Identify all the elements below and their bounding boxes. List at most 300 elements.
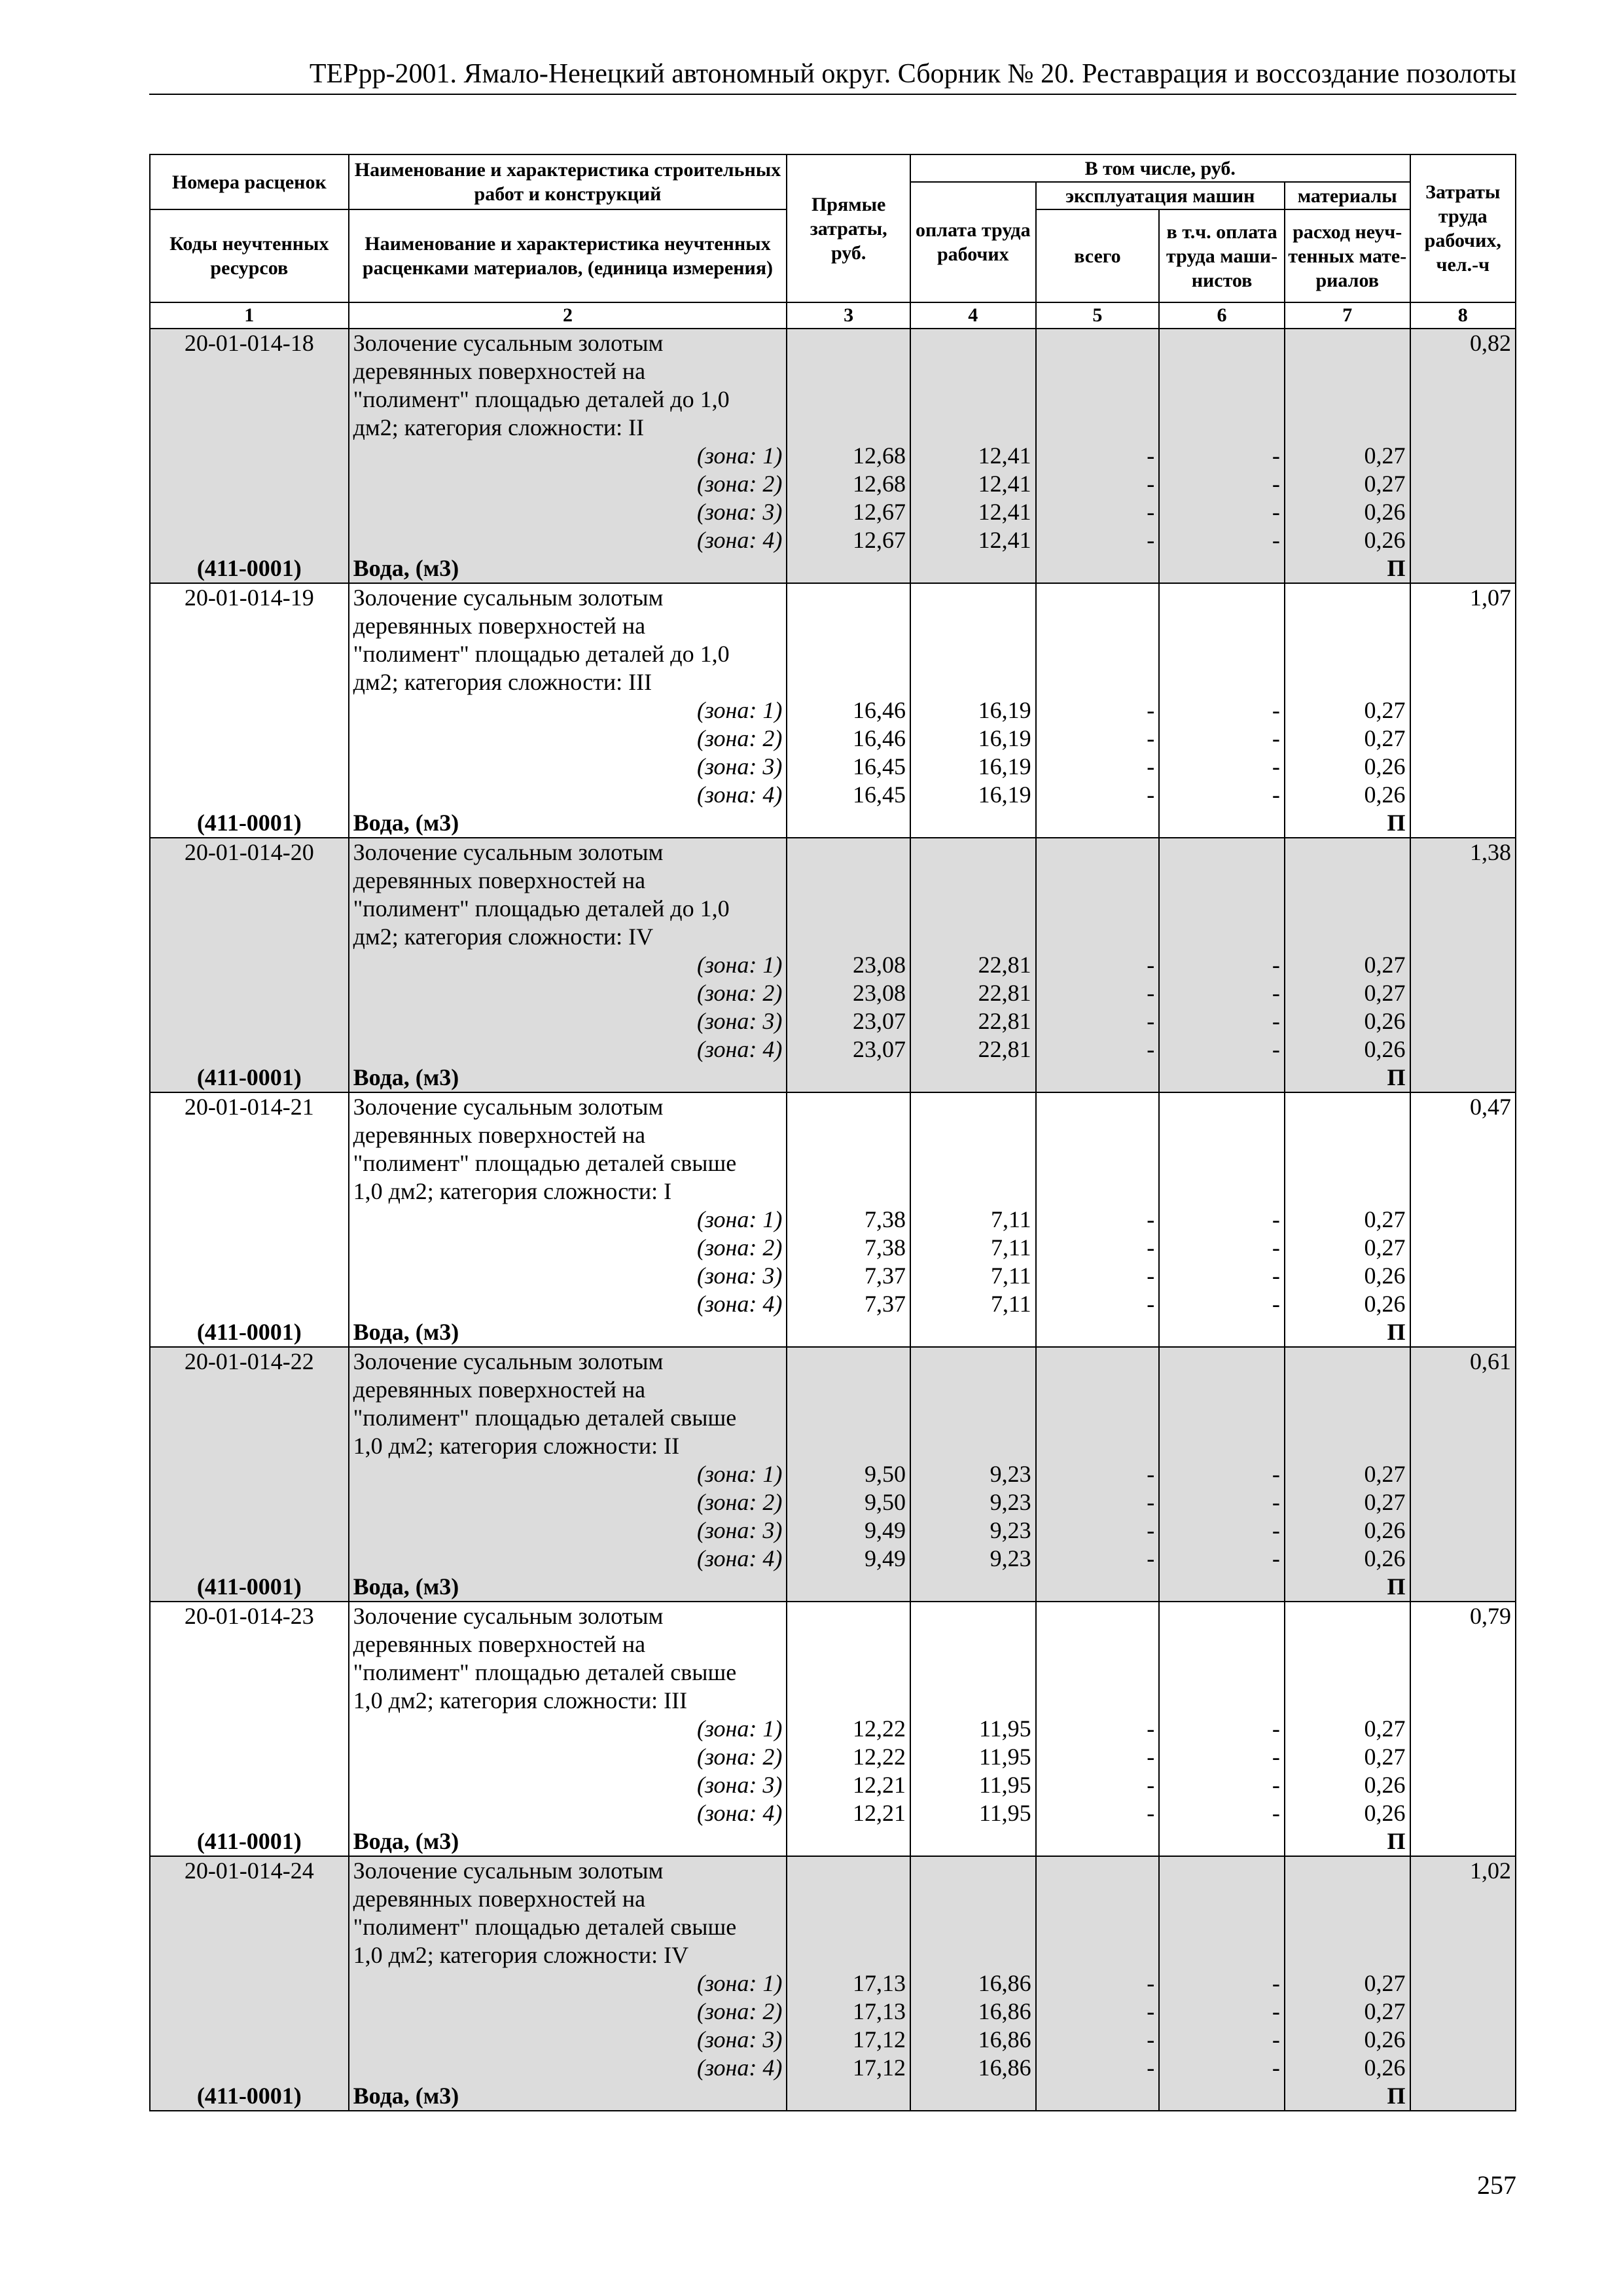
empty-cell [787,640,910,668]
table-row [150,895,1516,923]
empty-cell [1410,809,1516,838]
empty-cell [1159,1177,1285,1206]
empty-cell [1036,668,1160,696]
machinist-wages: - [1159,1488,1285,1516]
empty-cell [787,612,910,640]
direct-cost: 17,13 [787,1969,910,1998]
empty-cell [787,1404,910,1432]
empty-cell [1036,1630,1160,1659]
empty-cell [150,668,349,696]
table-row [150,1432,1516,1460]
empty-cell [1410,1177,1516,1206]
materials-cost: 0,27 [1285,696,1410,725]
empty-cell [1410,1969,1516,1998]
labor-cost: 1,02 [1410,1856,1516,1885]
empty-cell [1036,1318,1160,1347]
empty-cell [910,1092,1036,1121]
empty-cell [1285,1347,1410,1376]
zone-label: (зона: 3) [349,2026,787,2054]
empty-cell [910,838,1036,867]
empty-cell [1410,1913,1516,1941]
machines-total: - [1036,1290,1160,1318]
empty-cell [787,1347,910,1376]
table-row [150,414,1516,442]
zone-label: (зона: 1) [349,1460,787,1488]
worker-wages: 22,81 [910,1007,1036,1035]
empty-cell [1410,442,1516,470]
worker-wages: 7,11 [910,1290,1036,1318]
machines-total: - [1036,1206,1160,1234]
empty-cell [1036,1602,1160,1630]
zone-row [150,1998,1516,2026]
empty-cell [1159,668,1285,696]
empty-cell [1159,1318,1285,1347]
table-row [150,1404,1516,1432]
labor-cost: 0,61 [1410,1347,1516,1376]
zone-row [150,1715,1516,1743]
empty-cell [1285,1602,1410,1630]
zone-row [150,1516,1516,1545]
empty-cell [910,1687,1036,1715]
machinist-wages: - [1159,442,1285,470]
machines-total: - [1036,1035,1160,1064]
header-machine-operation: эксплуатация машин [1036,182,1285,209]
empty-cell [1410,1743,1516,1771]
resource-code: (411-0001) [150,1827,349,1856]
machinist-wages: - [1159,1460,1285,1488]
zone-row [150,470,1516,498]
direct-cost: 12,68 [787,470,910,498]
empty-cell [1410,895,1516,923]
machinist-wages: - [1159,470,1285,498]
resource-row [150,2082,1516,2111]
rate-name-line: Золочение сусальным золотым [349,1856,787,1885]
rate-name-line: деревянных поверхностей на [349,867,787,895]
table-row [150,612,1516,640]
empty-cell [787,1659,910,1687]
zone-label: (зона: 3) [349,498,787,526]
empty-cell [1285,895,1410,923]
empty-cell [787,809,910,838]
zone-row [150,781,1516,809]
empty-cell [1036,357,1160,386]
empty-cell [787,1573,910,1602]
empty-cell [787,1149,910,1177]
empty-cell [910,1149,1036,1177]
empty-cell [1410,386,1516,414]
materials-cost: 0,26 [1285,1799,1410,1827]
empty-cell [1159,895,1285,923]
direct-cost: 7,37 [787,1262,910,1290]
zone-label: (зона: 3) [349,1771,787,1799]
empty-cell [150,1121,349,1149]
zone-row [150,1799,1516,1827]
worker-wages: 12,41 [910,442,1036,470]
empty-cell [1285,329,1410,357]
empty-cell [1410,1064,1516,1092]
empty-cell [150,696,349,725]
zone-row [150,1290,1516,1318]
empty-cell [1159,1404,1285,1432]
machines-total: - [1036,2026,1160,2054]
materials-cost: 0,26 [1285,1771,1410,1799]
table-row [150,1347,1516,1376]
empty-cell [150,867,349,895]
direct-cost: 17,12 [787,2054,910,2082]
zone-row [150,2026,1516,2054]
machines-total: - [1036,781,1160,809]
empty-cell [1410,414,1516,442]
empty-cell [1410,640,1516,668]
empty-cell [787,923,910,951]
machines-total: - [1036,1488,1160,1516]
rate-group [150,583,1516,838]
empty-cell [150,1969,349,1998]
empty-cell [150,470,349,498]
worker-wages: 11,95 [910,1799,1036,1827]
worker-wages: 12,41 [910,498,1036,526]
direct-cost: 23,07 [787,1007,910,1035]
empty-cell [150,1262,349,1290]
zone-row [150,951,1516,979]
zone-label: (зона: 1) [349,696,787,725]
machines-total: - [1036,725,1160,753]
table-row [150,583,1516,612]
empty-cell [150,1771,349,1799]
worker-wages: 7,11 [910,1206,1036,1234]
machinist-wages: - [1159,1715,1285,1743]
empty-cell [1285,1687,1410,1715]
rate-code: 20-01-014-19 [150,583,349,612]
empty-cell [1410,1262,1516,1290]
empty-cell [910,1885,1036,1913]
machinist-wages: - [1159,1743,1285,1771]
materials-cost: 0,26 [1285,781,1410,809]
empty-cell [1285,1376,1410,1404]
empty-cell [1036,1913,1160,1941]
worker-wages: 16,19 [910,725,1036,753]
empty-cell [1159,923,1285,951]
direct-cost: 9,50 [787,1460,910,1488]
empty-cell [1410,1007,1516,1035]
table-row [150,668,1516,696]
resource-row [150,1064,1516,1092]
worker-wages: 7,11 [910,1262,1036,1290]
empty-cell [1036,583,1160,612]
machinist-wages: - [1159,979,1285,1007]
machines-total: - [1036,1715,1160,1743]
header-unaccounted-materials: расход неуч-тенных мате-риалов [1285,209,1410,302]
empty-cell [1410,1234,1516,1262]
machines-total: - [1036,498,1160,526]
zone-label: (зона: 4) [349,526,787,554]
empty-cell [910,386,1036,414]
empty-cell [910,1404,1036,1432]
empty-cell [1036,838,1160,867]
machinist-wages: - [1159,1545,1285,1573]
empty-cell [1159,1573,1285,1602]
worker-wages: 7,11 [910,1234,1036,1262]
rate-name-line: "полимент" площадью деталей до 1,0 [349,895,787,923]
empty-cell [1159,1092,1285,1121]
empty-cell [1159,1827,1285,1856]
machinist-wages: - [1159,951,1285,979]
empty-cell [787,1432,910,1460]
empty-cell [1410,1715,1516,1743]
zone-label: (зона: 1) [349,1969,787,1998]
empty-cell [787,1064,910,1092]
resource-row [150,1318,1516,1347]
empty-cell [1159,1941,1285,1969]
worker-wages: 16,86 [910,1969,1036,1998]
empty-cell [1036,640,1160,668]
empty-cell [1285,923,1410,951]
empty-cell [910,2082,1036,2111]
empty-cell [150,1913,349,1941]
empty-cell [150,951,349,979]
rate-name-line: "полимент" площадью деталей свыше [349,1404,787,1432]
empty-cell [1285,1856,1410,1885]
empty-cell [1036,1149,1160,1177]
worker-wages: 9,23 [910,1488,1036,1516]
zone-label: (зона: 1) [349,951,787,979]
machinist-wages: - [1159,2054,1285,2082]
zone-row [150,1262,1516,1290]
machinist-wages: - [1159,1516,1285,1545]
zone-label: (зона: 4) [349,781,787,809]
empty-cell [150,1488,349,1516]
empty-cell [787,386,910,414]
empty-cell [910,1121,1036,1149]
direct-cost: 7,38 [787,1206,910,1234]
empty-cell [1410,1488,1516,1516]
empty-cell [1410,612,1516,640]
table-row [150,1659,1516,1687]
empty-cell [1159,1687,1285,1715]
empty-cell [150,753,349,781]
machines-total: - [1036,1516,1160,1545]
resource-mark: П [1285,554,1410,583]
materials-cost: 0,26 [1285,753,1410,781]
direct-cost: 12,67 [787,526,910,554]
empty-cell [1036,1177,1160,1206]
direct-cost: 12,21 [787,1799,910,1827]
empty-cell [787,1318,910,1347]
empty-cell [787,2082,910,2111]
empty-cell [1285,1404,1410,1432]
column-number: 1 [150,302,349,329]
empty-cell [1036,2082,1160,2111]
empty-cell [150,1404,349,1432]
labor-cost: 0,47 [1410,1092,1516,1121]
zone-row [150,498,1516,526]
table-row [150,1121,1516,1149]
empty-cell [1285,1092,1410,1121]
resource-name: Вода, (м3) [349,1318,787,1347]
empty-cell [1036,1885,1160,1913]
empty-cell [1410,2082,1516,2111]
table-row [150,1376,1516,1404]
zone-label: (зона: 2) [349,725,787,753]
zone-label: (зона: 2) [349,470,787,498]
empty-cell [150,612,349,640]
empty-cell [1410,1318,1516,1347]
direct-cost: 23,08 [787,951,910,979]
header-direct-costs: Прямые затраты, руб. [787,154,910,302]
empty-cell [787,1941,910,1969]
labor-cost: 0,82 [1410,329,1516,357]
rate-name-line: Золочение сусальным золотым [349,1602,787,1630]
rate-name-line: Золочение сусальным золотым [349,1092,787,1121]
empty-cell [1410,1941,1516,1969]
resource-row [150,809,1516,838]
empty-cell [1410,554,1516,583]
zone-label: (зона: 2) [349,979,787,1007]
empty-cell [150,1516,349,1545]
rate-code: 20-01-014-22 [150,1347,349,1376]
empty-cell [1159,1630,1285,1659]
direct-cost: 16,46 [787,725,910,753]
table-row [150,1687,1516,1715]
rate-name-line: Золочение сусальным золотым [349,1347,787,1376]
zone-label: (зона: 4) [349,2054,787,2082]
rate-name-line: 1,0 дм2; категория сложности: IV [349,1941,787,1969]
column-number: 7 [1285,302,1410,329]
rate-code: 20-01-014-23 [150,1602,349,1630]
empty-cell [150,386,349,414]
empty-cell [1036,1659,1160,1687]
empty-cell [1036,1092,1160,1121]
empty-cell [1159,1856,1285,1885]
zone-row [150,1234,1516,1262]
zone-label: (зона: 2) [349,1743,787,1771]
machinist-wages: - [1159,2026,1285,2054]
zone-row [150,1771,1516,1799]
direct-cost: 12,21 [787,1771,910,1799]
machinist-wages: - [1159,725,1285,753]
empty-cell [1410,1545,1516,1573]
worker-wages: 16,86 [910,1998,1036,2026]
empty-cell [1410,1771,1516,1799]
empty-cell [787,838,910,867]
machinist-wages: - [1159,1799,1285,1827]
empty-cell [910,1064,1036,1092]
machinist-wages: - [1159,1035,1285,1064]
empty-cell [910,1913,1036,1941]
zone-label: (зона: 4) [349,1799,787,1827]
empty-cell [910,1573,1036,1602]
table-row [150,357,1516,386]
resource-code: (411-0001) [150,1064,349,1092]
direct-cost: 9,49 [787,1516,910,1545]
empty-cell [1285,357,1410,386]
empty-cell [150,1234,349,1262]
empty-cell [787,1687,910,1715]
empty-cell [1159,414,1285,442]
empty-cell [1159,1913,1285,1941]
empty-cell [150,979,349,1007]
materials-cost: 0,27 [1285,1743,1410,1771]
rate-code: 20-01-014-18 [150,329,349,357]
table-row [150,867,1516,895]
empty-cell [787,1121,910,1149]
empty-cell [1036,1573,1160,1602]
empty-cell [1285,612,1410,640]
zone-label: (зона: 1) [349,442,787,470]
empty-cell [1285,1121,1410,1149]
empty-cell [1410,668,1516,696]
empty-cell [150,1941,349,1969]
rate-group [150,1347,1516,1602]
rate-name-line: "полимент" площадью деталей свыше [349,1149,787,1177]
empty-cell [787,1602,910,1630]
empty-cell [1410,1206,1516,1234]
worker-wages: 22,81 [910,1035,1036,1064]
resource-name: Вода, (м3) [349,1827,787,1856]
machines-total: - [1036,1262,1160,1290]
machines-total: - [1036,1799,1160,1827]
resource-name: Вода, (м3) [349,2082,787,2111]
empty-cell [1036,1941,1160,1969]
machines-total: - [1036,470,1160,498]
empty-cell [1410,1404,1516,1432]
zone-row [150,1460,1516,1488]
empty-cell [1159,583,1285,612]
materials-cost: 0,27 [1285,979,1410,1007]
table-row [150,1149,1516,1177]
empty-cell [150,1206,349,1234]
zone-label: (зона: 4) [349,1035,787,1064]
empty-cell [1410,951,1516,979]
empty-cell [910,867,1036,895]
empty-cell [150,1545,349,1573]
empty-cell [1036,329,1160,357]
rate-name-line: дм2; категория сложности: III [349,668,787,696]
empty-cell [910,1630,1036,1659]
resource-mark: П [1285,2082,1410,2111]
empty-cell [1036,554,1160,583]
header-including: В том числе, руб. [910,154,1410,182]
column-number: 8 [1410,302,1516,329]
empty-cell [1036,1347,1160,1376]
resource-mark: П [1285,1064,1410,1092]
worker-wages: 12,41 [910,526,1036,554]
table-row [150,386,1516,414]
empty-cell [150,1659,349,1687]
empty-cell [150,1743,349,1771]
machinist-wages: - [1159,1234,1285,1262]
empty-cell [150,781,349,809]
empty-cell [150,725,349,753]
worker-wages: 16,86 [910,2026,1036,2054]
empty-cell [787,1913,910,1941]
empty-cell [150,1149,349,1177]
zone-row [150,1007,1516,1035]
materials-cost: 0,26 [1285,1290,1410,1318]
rate-name-line: деревянных поверхностей на [349,1885,787,1913]
zone-row [150,1969,1516,1998]
empty-cell [1036,1856,1160,1885]
table-row [150,1885,1516,1913]
table-header [150,154,1516,329]
empty-cell [1159,329,1285,357]
empty-cell [1410,2026,1516,2054]
empty-cell [1036,1376,1160,1404]
empty-cell [1036,612,1160,640]
empty-cell [1159,612,1285,640]
worker-wages: 16,19 [910,753,1036,781]
empty-cell [1410,696,1516,725]
